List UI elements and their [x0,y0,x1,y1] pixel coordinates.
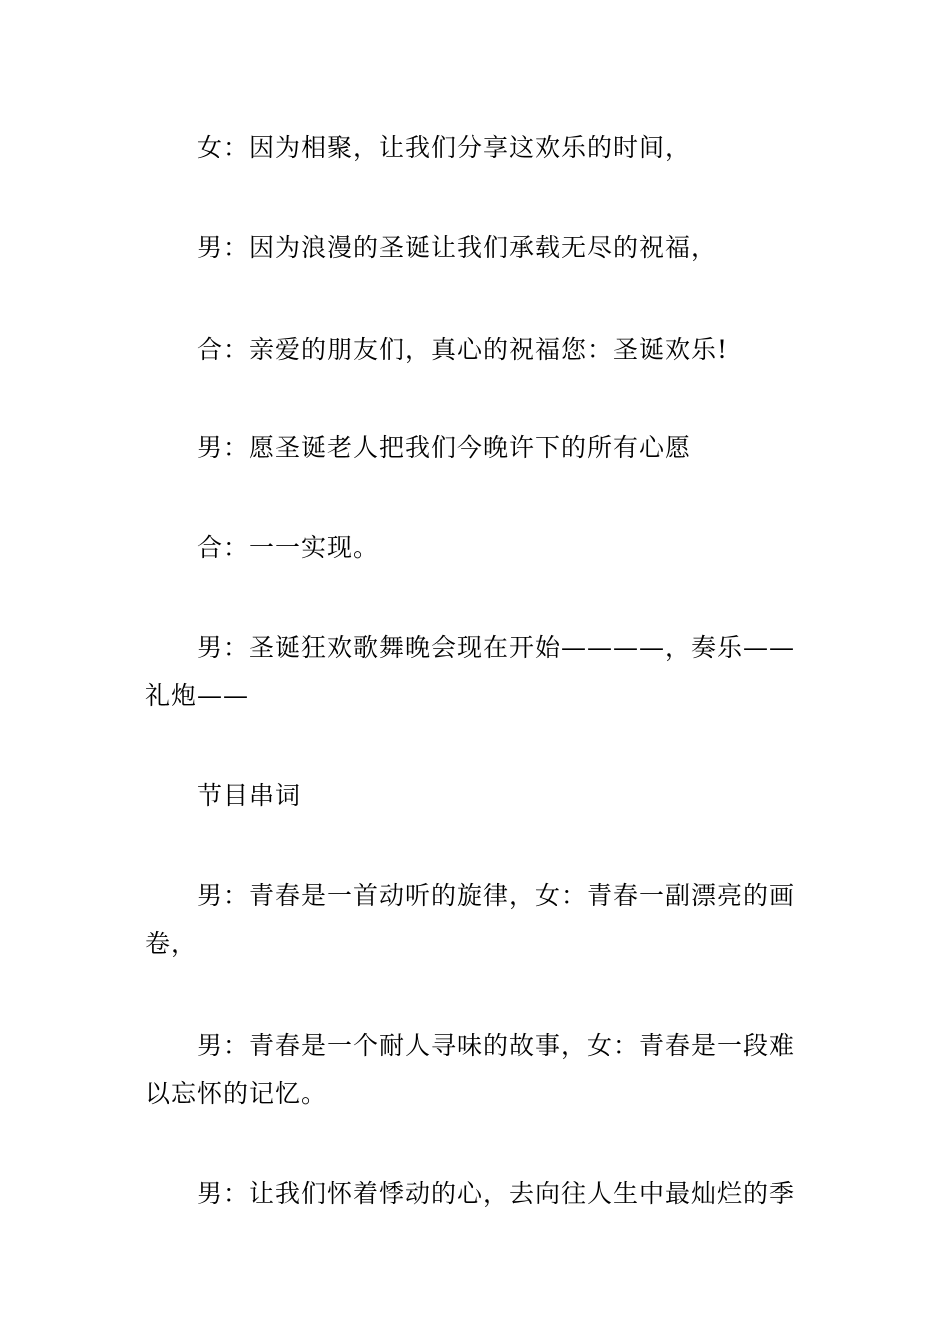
paragraph-4: 男：愿圣诞老人把我们今晚许下的所有心愿 [197,433,692,462]
section-heading: 节目串词 [197,781,302,810]
paragraph-1: 女：因为相聚，让我们分享这欢乐的时间， [197,133,692,162]
paragraph-8: 男：青春是一个耐人寻味的故事，女：青春是一段难以忘怀的记忆。 [145,1031,796,1108]
paragraph-3: 合：亲爱的朋友们，真心的祝福您：圣诞欢乐! [197,335,729,364]
paragraph-5: 合：一一实现。 [197,533,380,562]
paragraph-2: 男：因为浪漫的圣诞让我们承载无尽的祝福， [197,233,718,262]
paragraph-7: 男：青春是一首动听的旋律，女：青春一副漂亮的画卷， [145,881,796,958]
paragraph-9: 男：让我们怀着悸动的心，去向往人生中最灿烂的季 [197,1179,796,1208]
paragraph-6: 男：圣诞狂欢歌舞晚会现在开始————，奏乐——礼炮—— [145,633,796,710]
